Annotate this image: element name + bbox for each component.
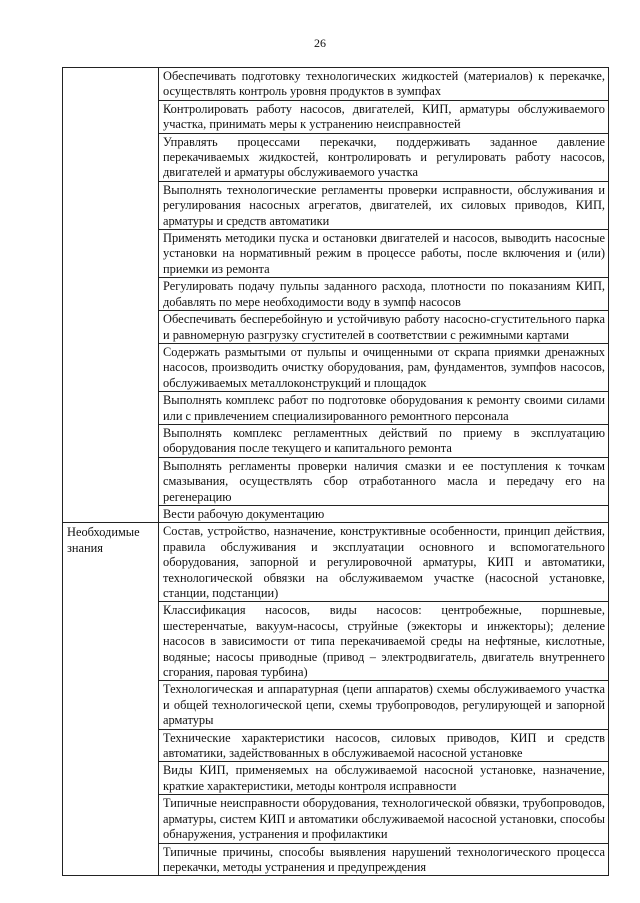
table-cell: Контролировать работу насосов, двигателей, КИП, арматуры обслуживаемого участка, принимать меры к устранению неисправностей xyxy=(159,100,609,133)
table-cell: Выполнять технологические регламенты проверки исправности, обслуживания и регулирования насосных агрегатов, двигателей, их силовых приводов, КИП, арматуры и средств автоматики xyxy=(159,181,609,229)
table-cell: Вести рабочую документацию xyxy=(159,505,609,522)
table-cell: Виды КИП, применяемых на обслуживаемой насосной установке, назначение, краткие характеристики, методы контроля исправности xyxy=(159,762,609,795)
table-cell: Выполнять регламенты проверки наличия смазки и ее поступления к точкам смазывания, осуществлять сбор отработанного масла и передачу его на регенерацию xyxy=(159,457,609,505)
table-cell: Технические характеристики насосов, силовых приводов, КИП и средств автоматики, задействованных в обслуживаемой насосной установке xyxy=(159,729,609,762)
table-row xyxy=(63,523,609,602)
table-cell: Технологическая и аппаратурная (цепи аппаратов) схемы обслуживаемого участка и общей технологической цепи, схемы трубопроводов, регулирующей и запорной арматуры xyxy=(159,681,609,729)
table-cell: Типичные причины, способы выявления нарушений технологического процесса перекачки, методы устранения и предупреждения xyxy=(159,843,609,876)
table-cell: Выполнять комплекс регламентных действий по приему в эксплуатацию оборудования после текущего и капитального ремонта xyxy=(159,424,609,457)
table-cell: Применять методики пуска и остановки двигателей и насосов, выводить насосные установки на нормативный режим в процессе работы, после включения и (или) приемки из ремонта xyxy=(159,230,609,278)
table-cell: Управлять процессами перекачки, поддерживать заданное давление перекачиваемых жидкостей, контролировать и регулировать работу насосов, двигателей и арматуры обслуживаемого участка xyxy=(159,133,609,181)
table-cell: Содержать размытыми от пульпы и очищенными от скрапа приямки дренажных насосов, производить очистку оборудования, рам, фундаментов, зумпфов насосов, обслуживаемых металлоконструкций и площадок xyxy=(159,343,609,391)
table-row xyxy=(63,68,609,101)
table-cell: Регулировать подачу пульпы заданного расхода, плотности по показаниям КИП, добавлять по мере необходимости воду в зумпф насосов xyxy=(159,278,609,311)
section-label-cell xyxy=(63,523,159,876)
table-cell: Классификация насосов, виды насосов: центробежные, поршневые, шестеренчатые, вакуум-насосы, струйные (эжекторы и инжекторы); деление насосов в зависимости от типа перекачиваемой среды на нефтяные, кислотные, водяные; насосы приводные (привод – электродвигатель, двигатель внутреннего сгорания, паровая турбина) xyxy=(159,602,609,681)
table-cell: Обеспечивать подготовку технологических жидкостей (материалов) к перекачке, осуществлять контроль уровня продуктов в зумпфах xyxy=(159,68,609,101)
table-cell: Состав, устройство, назначение, конструктивные особенности, принцип действия, правила обслуживания и эксплуатации основного и вспомогательного оборудования, запорной и регулировочной арматуры, КИП и автоматики, технологической обвязки на обслуживаемом участке (насосной установке, станции, подстанции) xyxy=(159,523,609,602)
table-cell: Выполнять комплекс работ по подготовке оборудования к ремонту своими силами или с привлечением специализированного ремонтного персонала xyxy=(159,392,609,425)
section-label-cell xyxy=(63,68,159,523)
page-number: 26 xyxy=(314,36,326,50)
standard-table xyxy=(62,67,609,876)
table-body xyxy=(63,68,609,876)
table-cell: Обеспечивать бесперебойную и устойчивую работу насосно-сгустительного парка и равномерную разгрузку сгустителей в соответствии с режимными картами xyxy=(159,311,609,344)
table-cell: Типичные неисправности оборудования, технологической обвязки, трубопроводов, арматуры, систем КИП и автоматики обслуживаемой насосной установки, способы обнаружения, устранения и профилактики xyxy=(159,795,609,843)
section-label: Необходимые знания xyxy=(67,525,140,555)
